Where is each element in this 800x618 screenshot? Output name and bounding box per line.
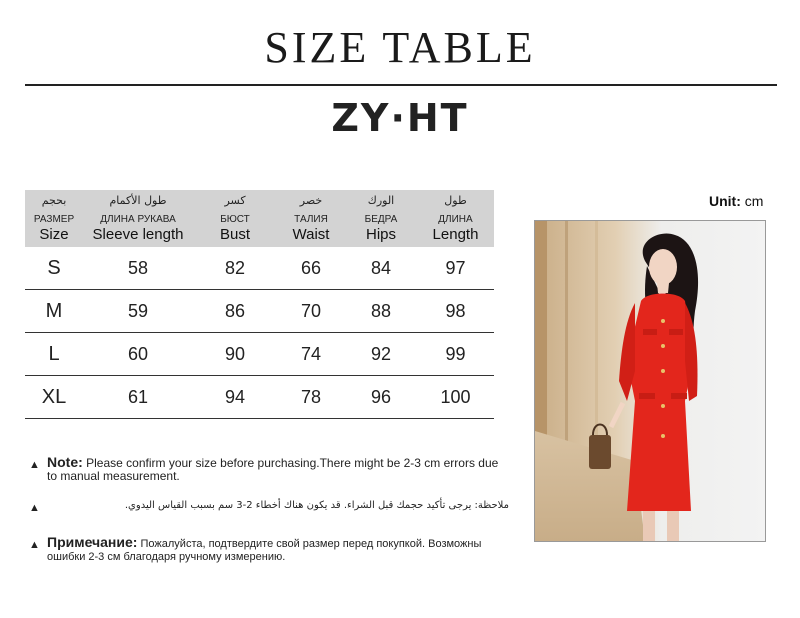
cell-length: 98 (445, 301, 466, 321)
header-russian: БЮСТ (220, 214, 250, 225)
note-english (29, 456, 509, 483)
note-text-arabic: ملاحظة: يرجى تأكيد حجمك قبل الشراء. قد يكون هناك أخطاء 2-3 سم بسبب القياس اليدوي. (124, 500, 509, 511)
cell-length: 100 (440, 387, 471, 407)
header-english: Sleeve length (92, 226, 184, 243)
cell-sleeve: 58 (127, 258, 149, 278)
header-english: Length (432, 226, 479, 243)
cell-size: M (45, 300, 63, 322)
triangle-icon: ▲ (29, 539, 40, 551)
triangle-icon: ▲ (29, 459, 40, 471)
header-bust (193, 190, 277, 247)
triangle-icon: ▲ (29, 502, 40, 514)
cell-waist: 78 (300, 387, 322, 407)
header-russian: ДЛИНА РУКАВА (100, 214, 176, 225)
cell-bust: 90 (224, 344, 246, 364)
cell-waist: 70 (300, 301, 322, 321)
cell-hips: 88 (370, 301, 392, 321)
cell-hips: 92 (370, 344, 392, 364)
note-text-russian: Пожалуйста, подтвердите свой размер перед покупкой. Возможны ошибки 2-3 см благодаря ручному измерению. (47, 538, 482, 563)
cell-size: S (47, 257, 61, 279)
unit-value: cm (744, 193, 764, 209)
unit-label-text: Unit: (709, 193, 741, 209)
header-russian: ДЛИНА (438, 214, 473, 225)
header-english: Hips (365, 226, 396, 243)
header-russian: ТАЛИЯ (294, 214, 328, 225)
header-size (25, 190, 83, 247)
header-waist (277, 190, 345, 247)
page-title: SIZE TABLE (264, 23, 536, 72)
cell-hips: 84 (370, 258, 392, 278)
cell-length: 99 (445, 344, 466, 364)
cell-hips: 96 (370, 387, 392, 407)
note-text: Please confirm your size before purchasing.There might be 2-3 cm errors due to manual measurement. (47, 456, 499, 483)
note-label: Note: (47, 454, 83, 470)
table-row (25, 247, 494, 290)
table-header (25, 190, 494, 247)
cell-sleeve: 61 (127, 387, 149, 407)
header-arabic: الورك (367, 194, 395, 207)
header-english: Bust (219, 226, 250, 243)
note-label-russian: Примечание: (47, 534, 138, 550)
title-divider (25, 84, 777, 86)
header-arabic: طول (444, 194, 467, 207)
cell-bust: 94 (224, 387, 246, 407)
model-photo (534, 220, 766, 542)
brand-name: ZY·HT (331, 96, 469, 140)
cell-length: 97 (445, 258, 466, 278)
header-arabic: بحجم (41, 194, 67, 207)
header-sleeve-length (83, 190, 193, 247)
header-english: Size (39, 226, 69, 243)
header-russian: РАЗМЕР (33, 214, 75, 225)
table-row (25, 290, 494, 333)
header-arabic: كسر (224, 194, 246, 207)
note-arabic (29, 499, 509, 512)
table-row (25, 376, 494, 419)
cell-sleeve: 60 (127, 344, 149, 364)
header-length (417, 190, 494, 247)
cell-size: L (48, 343, 60, 365)
cell-sleeve: 59 (127, 301, 149, 321)
cell-bust: 86 (224, 301, 246, 321)
header-arabic: خصر (299, 194, 323, 207)
header-hips (345, 190, 417, 247)
cell-waist: 74 (300, 344, 322, 364)
cell-waist: 66 (300, 258, 322, 278)
size-table (25, 190, 494, 419)
unit-label (709, 193, 763, 209)
model-photo-illustration (535, 221, 765, 541)
header-arabic: طول الأكمام (109, 194, 167, 207)
header-english: Waist (292, 226, 330, 243)
cell-size: XL (41, 386, 67, 408)
header-russian: БЕДРА (364, 214, 398, 225)
cell-bust: 82 (224, 258, 246, 278)
note-russian (29, 536, 509, 564)
table-row (25, 333, 494, 376)
